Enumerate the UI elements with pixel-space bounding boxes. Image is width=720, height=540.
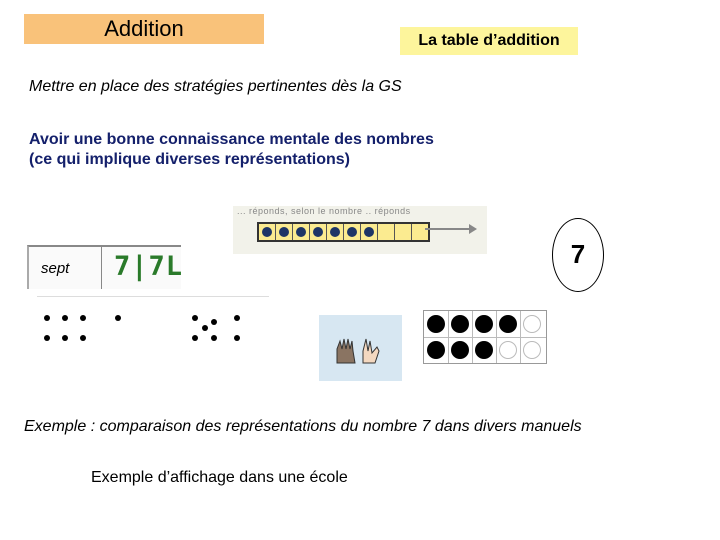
dot bbox=[202, 325, 208, 331]
knowledge-text bbox=[29, 130, 434, 170]
frame-counter-empty bbox=[523, 315, 541, 333]
strip-cell bbox=[361, 224, 378, 240]
dot bbox=[211, 335, 217, 341]
page-subtitle: La table d’addition bbox=[418, 32, 560, 49]
frame-counter-filled bbox=[499, 315, 517, 333]
ten-frame-image bbox=[423, 310, 547, 364]
dot bbox=[192, 315, 198, 321]
frame-line bbox=[424, 337, 546, 338]
digital-number: 7|7L bbox=[114, 251, 184, 282]
number-strip-image bbox=[233, 206, 487, 254]
dot-patterns-image bbox=[37, 296, 269, 357]
dot bbox=[62, 335, 68, 341]
frame-counter-filled bbox=[475, 315, 493, 333]
strip-cell bbox=[293, 224, 310, 240]
strip-cell bbox=[412, 224, 428, 240]
dot bbox=[44, 315, 50, 321]
hands-icon bbox=[333, 335, 389, 365]
dot bbox=[234, 335, 240, 341]
frame-counter-empty bbox=[523, 341, 541, 359]
strip-cell bbox=[259, 224, 276, 240]
card-divider bbox=[101, 247, 102, 289]
title-box bbox=[24, 14, 264, 44]
strip-cell bbox=[276, 224, 293, 240]
strip-cell bbox=[310, 224, 327, 240]
strip-caption: ... réponds, selon le nombre .. réponds bbox=[237, 206, 411, 216]
dot bbox=[80, 335, 86, 341]
frame-counter-filled bbox=[475, 341, 493, 359]
strip-cell bbox=[327, 224, 344, 240]
dot bbox=[44, 335, 50, 341]
dot bbox=[80, 315, 86, 321]
arrow-head-icon bbox=[469, 224, 477, 234]
dot bbox=[115, 315, 121, 321]
strip-dot bbox=[279, 227, 289, 237]
dot bbox=[234, 315, 240, 321]
strip-dot bbox=[347, 227, 357, 237]
strip-dot bbox=[330, 227, 340, 237]
strip-cell bbox=[378, 224, 395, 240]
strip-cells bbox=[257, 222, 430, 242]
frame-counter-filled bbox=[451, 315, 469, 333]
strip-arrow bbox=[425, 228, 473, 230]
strategy-text: Mettre en place des stratégies pertinentes dès la GS bbox=[29, 78, 402, 95]
strip-cell bbox=[344, 224, 361, 240]
display-note: Exemple d’affichage dans une école bbox=[91, 469, 348, 486]
dot bbox=[192, 335, 198, 341]
word-digit-card bbox=[27, 245, 184, 289]
strip-cell bbox=[395, 224, 412, 240]
number-word: sept bbox=[41, 260, 70, 277]
subtitle-box bbox=[400, 27, 578, 55]
strip-dot bbox=[296, 227, 306, 237]
strip-dot bbox=[313, 227, 323, 237]
knowledge-line-2: (ce qui implique diverses représentations) bbox=[29, 151, 350, 168]
dot bbox=[62, 315, 68, 321]
knowledge-line-1: Avoir une bonne connaissance mentale des nombres bbox=[29, 131, 434, 148]
frame-counter-empty bbox=[499, 341, 517, 359]
number-seven-oval bbox=[552, 218, 604, 292]
frame-counter-filled bbox=[427, 315, 445, 333]
dot bbox=[211, 319, 217, 325]
hands-image bbox=[319, 315, 402, 381]
page-title: Addition bbox=[104, 16, 184, 41]
frame-counter-filled bbox=[427, 341, 445, 359]
frame-counter-filled bbox=[451, 341, 469, 359]
strip-dot bbox=[262, 227, 272, 237]
strip-dot bbox=[364, 227, 374, 237]
big-number: 7 bbox=[570, 239, 586, 269]
example-caption: Exemple : comparaison des représentations du nombre 7 dans divers manuels bbox=[24, 418, 582, 435]
